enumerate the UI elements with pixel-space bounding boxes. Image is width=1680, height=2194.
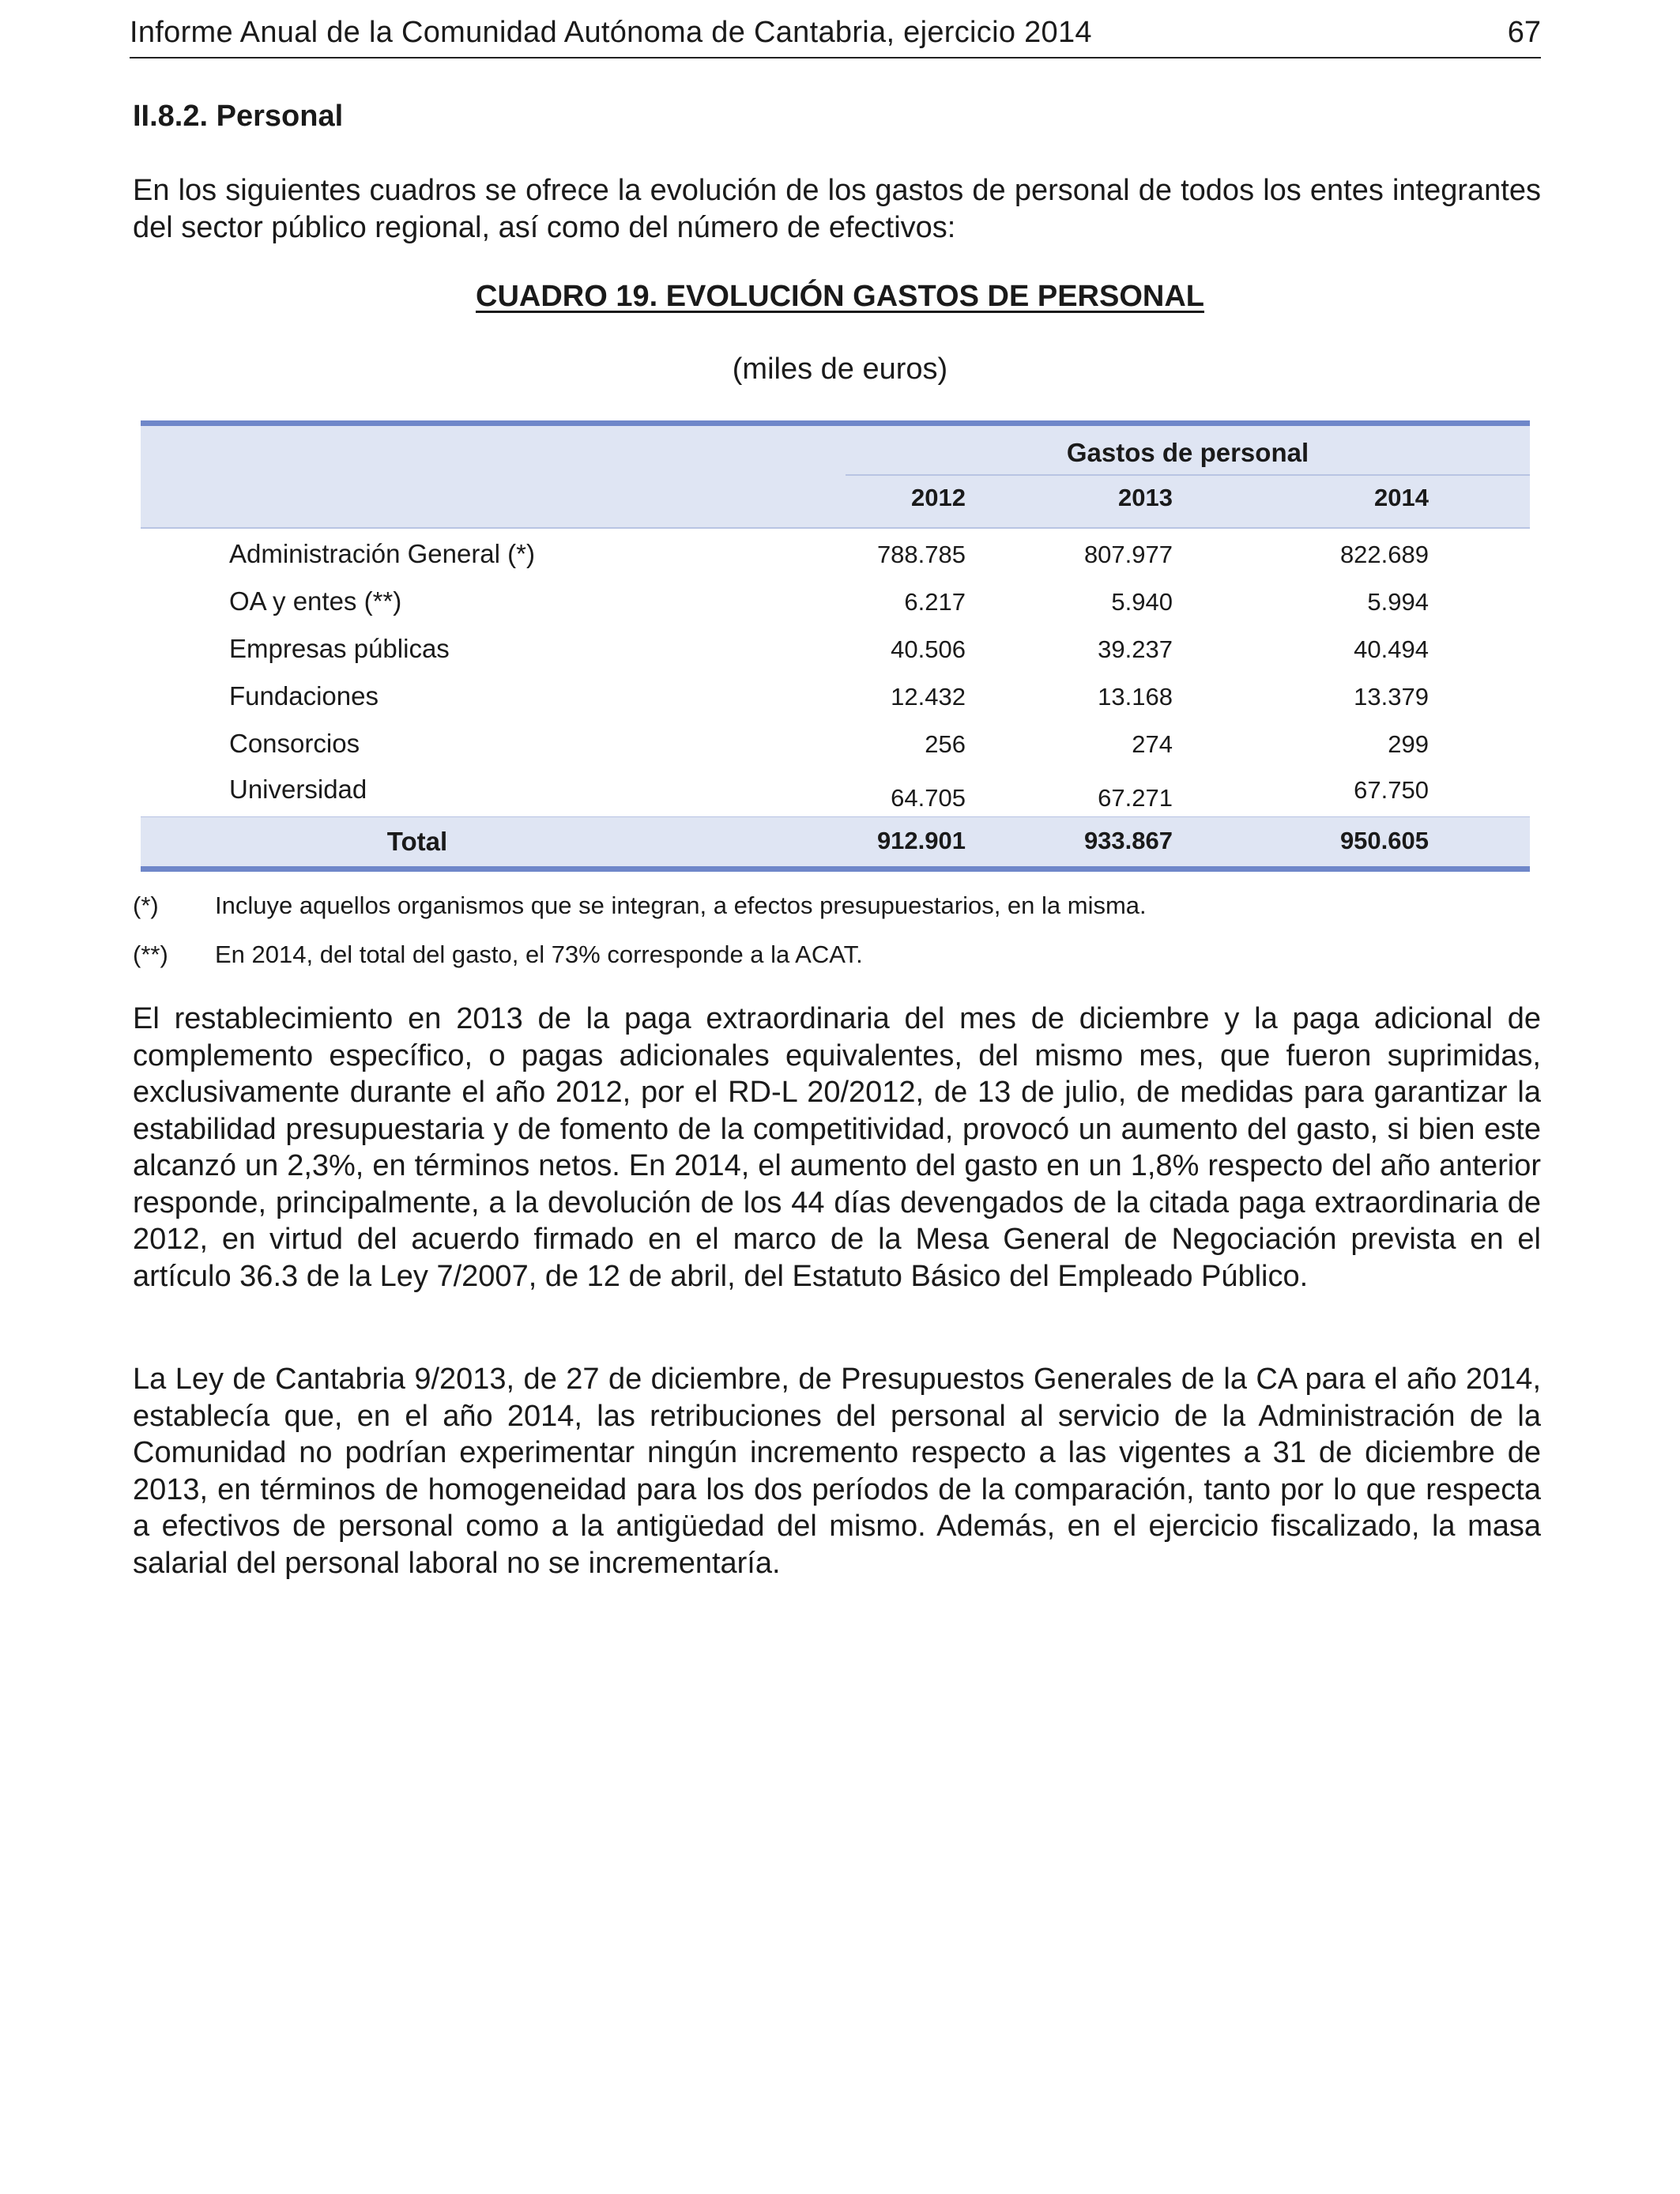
cell-consorcios-2013: 274 [1132,730,1173,758]
cell-fundaciones-2014: 13.379 [1354,683,1429,711]
group-header: Gastos de personal [1066,438,1309,467]
row-label-administracion: Administración General (*) [229,539,535,568]
cell-universidad-2013: 67.271 [1098,784,1173,812]
cell-oa-entes-2014: 5.994 [1367,588,1429,616]
cell-universidad-2014: 67.750 [1354,776,1429,804]
cell-administracion-2012: 788.785 [876,541,966,568]
cell-consorcios-2014: 299 [1388,730,1429,758]
section-heading: II.8.2. Personal [133,100,344,133]
table-title [0,280,1680,314]
row-label-consorcios: Consorcios [229,729,360,758]
footnote-mark: (*) [133,892,159,919]
total-label: Total [386,827,448,856]
cell-universidad-2012: 64.705 [891,784,966,812]
row-label-fundaciones: Fundaciones [229,681,379,711]
total-2014: 950.605 [1339,827,1429,854]
header-bottom-divider [141,527,1530,529]
year-header-2013: 2013 [1118,484,1173,511]
total-2012: 912.901 [876,827,966,854]
year-header-2014: 2014 [1374,484,1429,511]
cell-consorcios-2012: 256 [925,730,966,758]
footnote-text: Incluye aquellos organismos que se integran, a efectos presupuestarios, en la misma. [215,892,1147,919]
table-bottom-rule [141,866,1530,872]
cell-empresas-2013: 39.237 [1098,635,1173,663]
page-number: 67 [1507,16,1541,49]
table-top-rule [141,420,1530,426]
cell-oa-entes-2012: 6.217 [904,588,966,616]
cell-fundaciones-2012: 12.432 [891,683,966,711]
body-paragraph: La Ley de Cantabria 9/2013, de 27 de diciembre, de Presupuestos Generales de la CA para el año 2014, establecía que, en el año 2014, las retribuciones del personal al servicio de la Administración de la Comunidad no podrían experimentar ningún incremento respecto a las vigentes a 31 de diciembre de 2013, en términos de homogeneidad para los dos períodos de la comparación, tanto por lo que respecta a efectivos de personal como a la antigüedad del mismo. Además, en el ejercicio fiscalizado, la masa salarial del personal laboral no se incrementaría. [133,1363,1541,1580]
cell-oa-entes-2013: 5.940 [1111,588,1173,616]
footnote-mark: (**) [133,941,168,968]
row-label-universidad: Universidad [229,775,367,804]
cell-fundaciones-2013: 13.168 [1098,683,1173,711]
intro-paragraph: En los siguientes cuadros se ofrece la evolución de los gastos de personal de todos los entes integrantes del sector público regional, así como del número de efectivos: [133,174,1541,244]
footnote-text: En 2014, del total del gasto, el 73% corresponde a la ACAT. [215,941,863,968]
row-label-oa-entes: OA y entes (**) [229,586,402,616]
cell-empresas-2012: 40.506 [891,635,966,663]
header-divider [846,474,1530,476]
report-title: Informe Anual de la Comunidad Autónoma de Cantabria, ejercicio 2014 [130,16,1092,49]
personnel-expenses-table [141,420,1530,873]
cell-empresas-2014: 40.494 [1354,635,1429,663]
cell-administracion-2013: 807.977 [1083,541,1173,568]
year-header-2012: 2012 [911,484,966,511]
body-paragraph: El restablecimiento en 2013 de la paga extraordinaria del mes de diciembre y la paga adicional de complemento específico, o pagas adicionales equivalentes, del mismo mes, que fueron suprimidas, exclusivamente durante el año 2012, por el RD-L 20/2012, de 13 de julio, de medidas para garantizar la estabilidad presupuestaria y de fomento de la competitividad, provocó un aumento del gasto, si bien este alcanzó un 2,3%, en términos netos. En 2014, el aumento del gasto en un 1,8% respecto del año anterior responde, principalmente, a la devolución de los 44 días devengados de la citada paga extraordinaria de 2012, en virtud del acuerdo firmado en el marco de la Mesa General de Negociación prevista en el artículo 36.3 de la Ley 7/2007, de 12 de abril, del Estatuto Básico del Empleado Público. [133,1002,1541,1293]
cell-administracion-2014: 822.689 [1339,541,1429,568]
total-2013: 933.867 [1083,827,1173,854]
row-label-empresas: Empresas públicas [229,634,450,663]
table-unit: (miles de euros) [732,352,948,386]
table-title-text: CUADRO 19. EVOLUCIÓN GASTOS DE PERSONAL [476,280,1204,313]
page-header [130,13,1541,58]
